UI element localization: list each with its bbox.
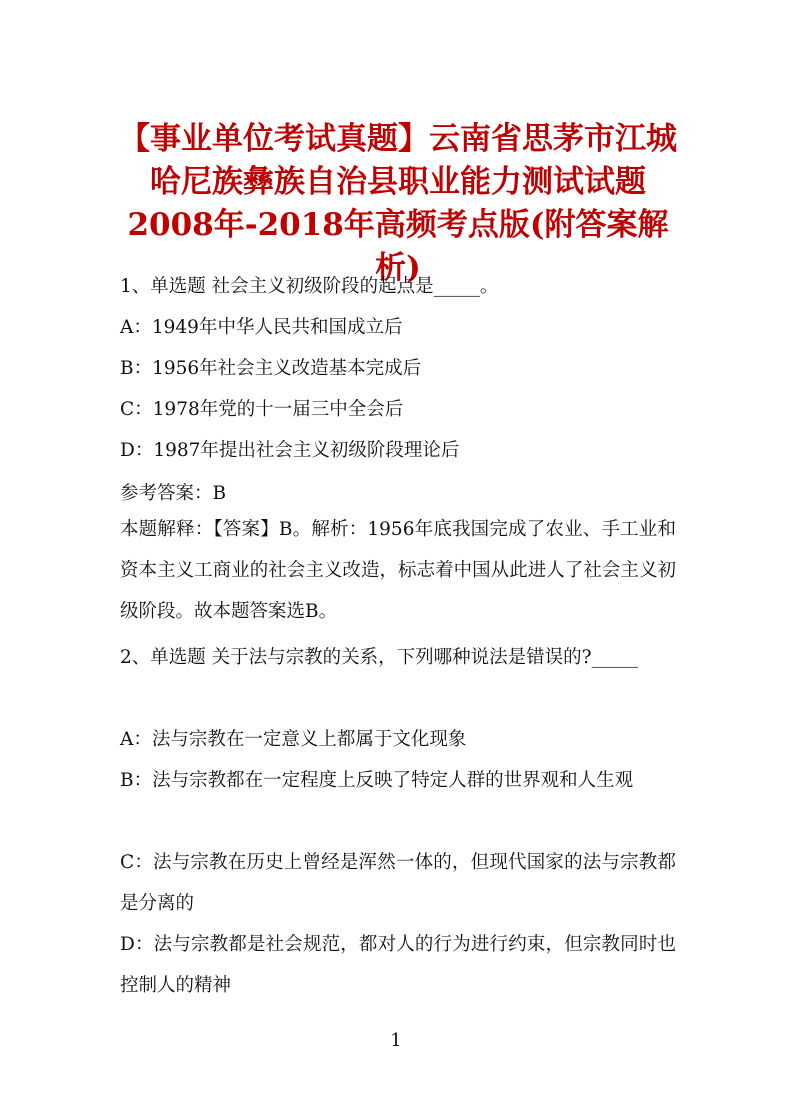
question-2-option-b: B：法与宗教都在一定程度上反映了特定人群的世界观和人生观: [120, 770, 634, 791]
question-1-explanation: 本题解释：【答案】B。解析：1956年底我国完成了农业、手工业和资本主义工商业的社会主义改造，标志着中国从此进人了社会主义初级阶段。故本题答案选B。: [120, 519, 676, 622]
document-title: 【事业单位考试真题】云南省思茅市江城哈尼族彝族自治县职业能力测试试题2008年-2018年高频考点版(附答案解析): [119, 121, 677, 286]
question-2-option-d: D：法与宗教都是社会规范，都对人的行为进行约束，但宗教同时也控制人的精神: [120, 934, 676, 996]
question-2-option-c: C：法与宗教在历史上曾经是浑然一体的，但现代国家的法与宗教都是分离的: [120, 852, 676, 914]
question-1-option-d: D：1987年提出社会主义初级阶段理论后: [120, 440, 460, 461]
question-2-stem: 2、单选题 关于法与宗教的关系，下列哪种说法是错误的?_____: [120, 647, 638, 668]
question-1-stem: 1、单选题 社会主义初级阶段的起点是_____。: [120, 276, 499, 297]
question-1-option-b: B：1956年社会主义改造基本完成后: [120, 358, 422, 379]
question-2-option-a: A：法与宗教在一定意义上都属于文化现象: [120, 729, 467, 750]
page-number: 1: [390, 1030, 402, 1051]
question-1-option-a: A：1949年中华人民共和国成立后: [120, 317, 403, 338]
question-1-option-c: C：1978年党的十一届三中全会后: [120, 399, 404, 420]
question-1-answer: 参考答案：B: [120, 483, 227, 504]
